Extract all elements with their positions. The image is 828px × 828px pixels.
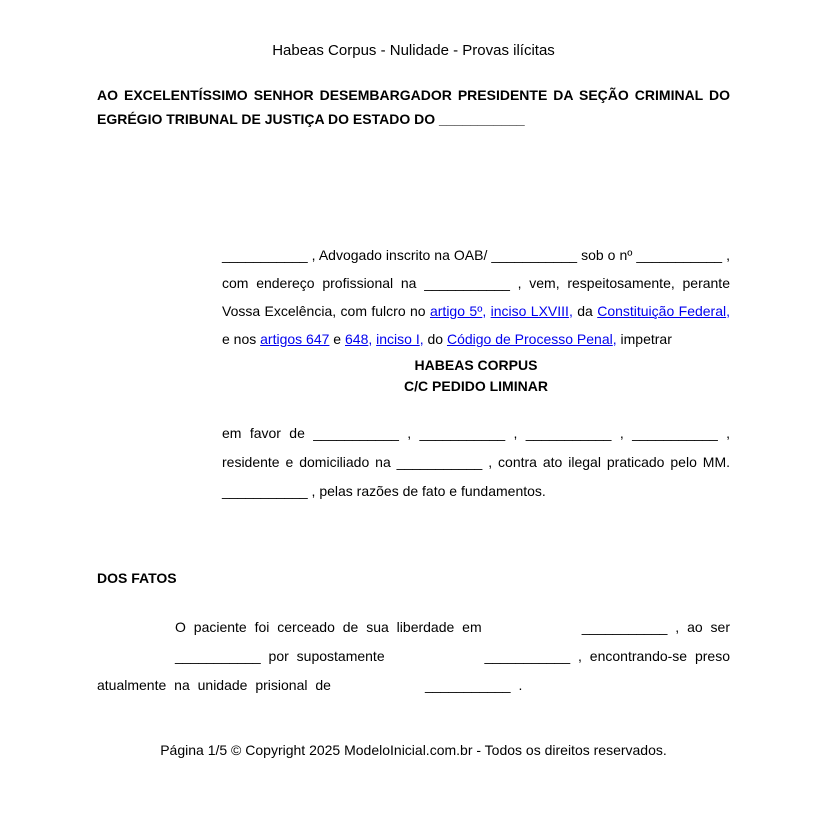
text-run: , [482,303,487,319]
link-artigo-5[interactable]: artigo 5º [429,303,483,319]
text-run: e [329,331,345,347]
link-inciso-lxviii[interactable]: inciso LXVIII [490,303,569,319]
text-run: , [368,331,373,347]
text-run: ___________ . [424,677,523,693]
text-run: ___________ , ao ser [581,619,730,635]
text-run: e nos [222,331,261,347]
link-648[interactable]: 648 [345,331,369,347]
text-run: , [568,303,573,319]
fatos-line-2 [97,642,730,671]
heading-line-2: C/C PEDIDO LIMINAR [404,378,548,394]
text-run: , [726,303,731,319]
addressee-blank: ___________ [439,111,525,127]
favor-paragraph: em favor de ___________ , ___________ , ___________ , ___________ , residente e domiciliado na ___________ , contra ato ilegal praticado pelo MM. ___________ , pelas razões de fato e fundamentos. [222,425,730,499]
text-run: da [572,303,598,319]
heading-line-1: HABEAS CORPUS [414,357,538,373]
link-inciso-i[interactable]: inciso I [376,331,420,347]
text-run: , [612,331,617,347]
addressee-paragraph [97,83,730,131]
fatos-line-1 [97,613,730,642]
addressee-text: AO EXCELENTÍSSIMO SENHOR DESEMBARGADOR PRESIDENTE DA SEÇÃO CRIMINAL DO EGRÉGIO TRIBUNAL DE JUSTIÇA DO ESTADO DO [97,87,730,127]
text-run: ___________ , encontrando-se preso [484,648,730,664]
page-footer: Página 1/5 © Copyright 2025 ModeloInicial.com.br - Todos os direitos reservados. [160,742,667,758]
link-constituicao-federal[interactable]: Constituição Federal [597,303,727,319]
text-run: ___________ por supostamente [175,648,385,664]
text-run: , [419,331,424,347]
qualification-paragraph [222,241,730,353]
link-codigo-processo-penal[interactable]: Código de Processo Penal [446,331,613,347]
text-run: ___________ , Advogado inscrito na OAB/ ___________ sob o nº ___________ , com endereço profissional na ___________ , vem, respeitosamente, perante Vossa Excelência, com fulcro no [222,247,730,319]
fatos-line-3 [97,671,730,700]
text-run: do [423,331,447,347]
dos-fatos-heading: DOS FATOS [97,570,177,586]
text-run: impetrar [616,331,672,347]
fatos-paragraph [97,613,730,700]
text-run: O paciente foi cerceado de sua liberdade em [175,619,482,635]
document-title: Habeas Corpus - Nulidade - Provas ilícitas [272,42,555,59]
habeas-corpus-heading [222,355,730,397]
link-artigos-647[interactable]: artigos 647 [260,331,330,347]
text-run: atualmente na unidade prisional de [97,677,331,693]
